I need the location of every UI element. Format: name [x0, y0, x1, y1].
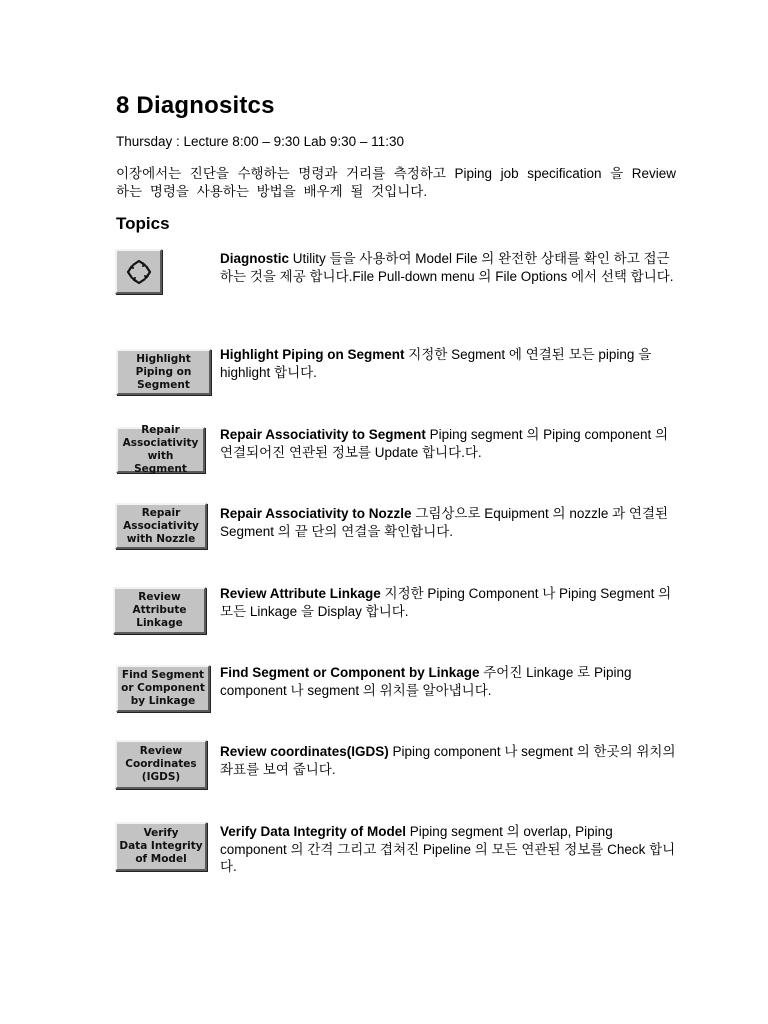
verify-data-integrity-button[interactable]: Verify Data Integrity of Model [115, 822, 207, 871]
topic-highlight-description [220, 346, 676, 381]
topic-text: 지정한 Piping Component 나 Piping Segment 의 모든 Linkage 을 Display 합니다. [220, 586, 672, 619]
topic-text: Piping component 나 segment 의 한곳의 위치의 좌표를 보여 줍니다. [220, 744, 676, 777]
topic-diagnostic-description [220, 250, 676, 285]
topic-text: Piping segment 의 Piping component 의 연결되어진 연관된 정보를 Update 합니다.다. [220, 427, 669, 460]
topic-term: Diagnostic [220, 251, 290, 266]
highlight-piping-on-segment-button[interactable]: Highlight Piping on Segment [116, 349, 211, 395]
topic-text: 주어진 Linkage 로 Piping component 나 segment 의 위치를 알아냅니다. [220, 665, 632, 698]
page-title: 8 Diagnositcs [116, 92, 275, 119]
diagnostic-arrows-icon [124, 257, 154, 287]
topic-review-coordinates-description [220, 743, 676, 778]
intro-paragraph: 이장에서는 진단을 수행하는 명령과 거리를 측정하고 Piping job specification 을 Review 하는 명령을 사용하는 방법을 배우게 될 것입니다. [116, 166, 676, 199]
topic-term: Verify Data Integrity of Model [220, 824, 407, 839]
topic-text: 지정한 Segment 에 연결된 모든 piping 을 highlight 합니다. [220, 347, 652, 380]
topic-text: Piping segment 의 overlap, Piping component 의 간격 그리고 겹쳐진 Pipeline 의 모든 연관된 정보를 Check 합니다. [220, 824, 676, 874]
topic-repair-segment-description [220, 426, 676, 461]
topic-term: Review Attribute Linkage [220, 586, 381, 601]
topics-heading: Topics [116, 214, 170, 233]
topic-text: Utility 들을 사용하여 Model File 의 완전한 상태를 확인 하고 접근하는 것을 제공 합니다.File Pull-down menu 의 File Options 에서 선택 합니다. [220, 251, 674, 284]
topic-repair-nozzle-description [220, 505, 676, 540]
topic-term: Find Segment or Component by Linkage [220, 665, 480, 680]
diagnostic-button[interactable] [115, 249, 162, 294]
repair-associativity-segment-button[interactable]: Repair Associativity with Segment [116, 427, 205, 473]
find-segment-by-linkage-button[interactable]: Find Segment or Component by Linkage [116, 665, 210, 712]
topic-term: Repair Associativity to Segment [220, 427, 426, 442]
repair-associativity-nozzle-button[interactable]: Repair Associativity with Nozzle [115, 503, 207, 549]
topic-term: Highlight Piping on Segment [220, 347, 405, 362]
schedule-line: Thursday : Lecture 8:00 – 9:30 Lab 9:30 – 11:30 [116, 134, 404, 149]
topic-term: Review coordinates(IGDS) [220, 744, 389, 759]
topic-text: 그림상으로 Equipment 의 nozzle 과 연결된 Segment 의 끝 단의 연결을 확인합니다. [220, 506, 669, 539]
review-coordinates-button[interactable]: Review Coordinates (IGDS) [115, 740, 207, 789]
topic-verify-data-description [220, 823, 676, 876]
review-attribute-linkage-button[interactable]: Review Attribute Linkage [113, 587, 206, 634]
topic-find-segment-description [220, 664, 676, 699]
topic-review-attribute-description [220, 585, 676, 620]
topic-term: Repair Associativity to Nozzle [220, 506, 412, 521]
